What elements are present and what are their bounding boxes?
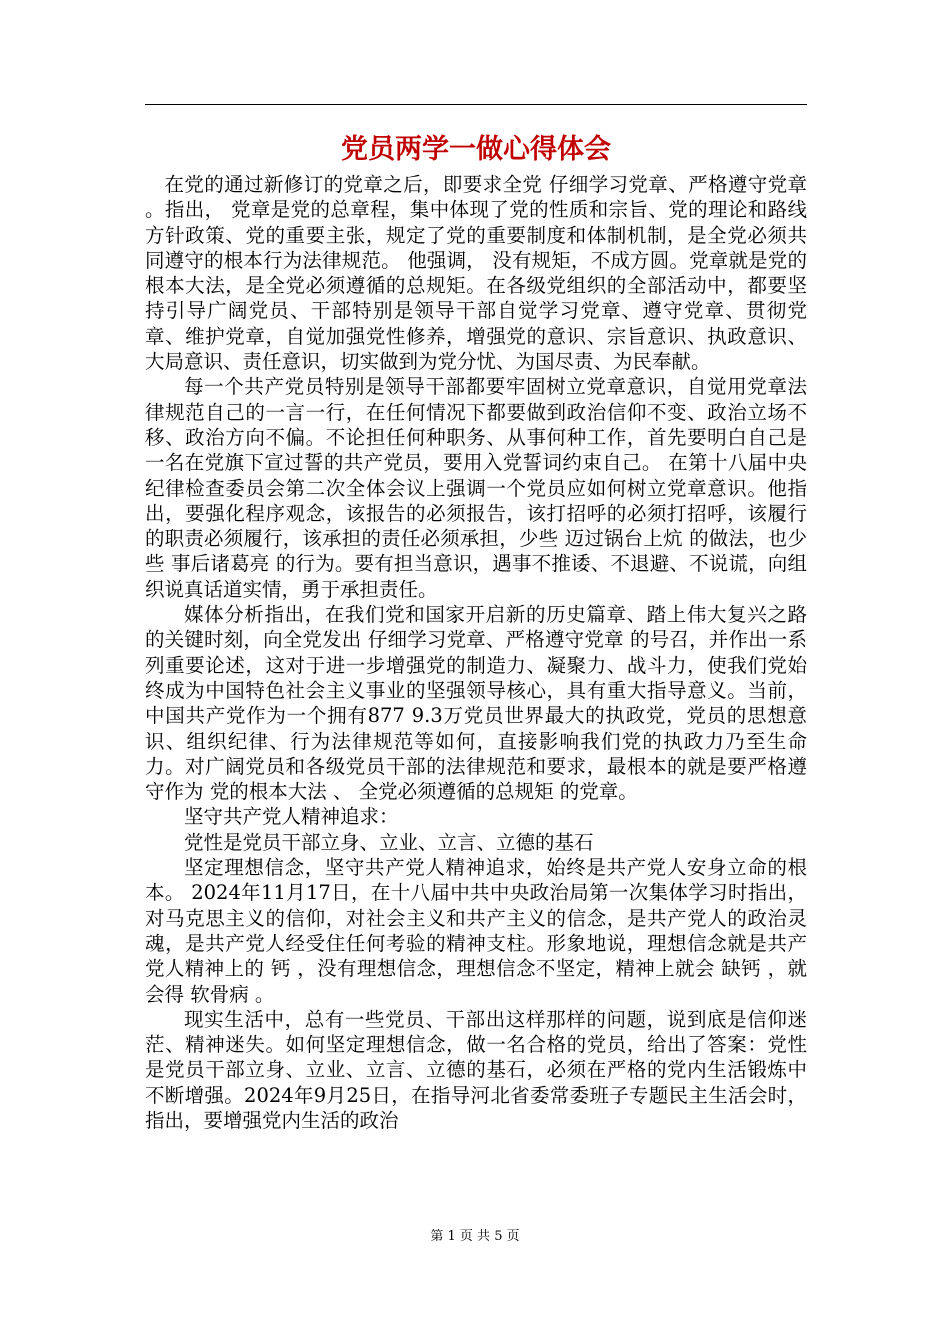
paragraph: 党性是党员干部立身、立业、立言、立德的基石 bbox=[184, 830, 594, 854]
header-rule bbox=[145, 104, 807, 105]
paragraph: 坚定理想信念，坚守共产党人精神追求，始终是共产党人安身立命的根本。 2024年11月17日，在十八届中共中央政治局第一次集体学习时指出，对马克思主义的信仰，对社会主义和共产主义的信念，是共产党人的政治灵魂，是共产党人经受住任何考验的精神支柱。形象地说，理想信念就是共产党人精神上的 钙 ，没有理想信念，理想信念不坚定，精神上就会 缺钙 ，就会得 软骨病 。 bbox=[145, 856, 807, 1006]
paragraph: 媒体分析指出，在我们党和国家开启新的历史篇章、踏上伟大复兴之路的关键时刻，向全党发出 仔细学习党章、严格遵守党章 的号召，并作出一系列重要论述，这对于进一步增强党的制造力、凝聚力、战斗力，使我们党始终成为中国特色社会主义事业的坚强领导核心，具有重大指导意义。当前，中国共产党作为一个拥有877 9.3万党员世界最大的执政党，党员的思想意识、组织纪律、行为法律规范等如何，直接影响我们党的执政力乃至生命力。对广阔党员和各级党员干部的法律规范和要求，最根本的就是要严格遵守作为 党的根本大法 、 全党必须遵循的总规矩 的党章。 bbox=[145, 603, 807, 804]
paragraph: 现实生活中，总有一些党员、干部出这样那样的问题，说到底是信仰迷茫、精神迷失。如何坚定理想信念，做一名合格的党员，给出了答案：党性是党员干部立身、立业、立言、立德的基石，必须在严格的党内生活锻炼中不断增强。2024年9月25日，在指导河北省委常委班子专题民主生活会时，指出，要增强党内生活的政治 bbox=[145, 1007, 807, 1132]
paragraph: 在党的通过新修订的党章之后，即要求全党 仔细学习党章、严格遵守党章 。指出， 党章是党的总章程，集中体现了党的性质和宗旨、党的理论和路线方针政策、党的重要主张，规定了党的重要制度和体制机制，是全党必须共同遵守的根本行为法律规范。 他强调， 没有规矩，不成方圆。党章就是党的根本大法，是全党必须遵循的总规矩。在各级党组织的全部活动中，都要坚持引导广阔党员、干部特别是领导干部自觉学习党章、遵守党章、贯彻党章、维护党章，自觉加强党性修养，增强党的意识、宗旨意识、执政意识、大局意识、责任意识，切实做到为党分忧、为国尽责、为民奉献。 bbox=[145, 173, 807, 374]
document-title: 党员两学一做心得体会 bbox=[341, 134, 611, 165]
page-number: 第 1 页 共 5 页 bbox=[430, 1229, 520, 1244]
document-body bbox=[145, 172, 807, 1133]
paragraph: 每一个共产党员特别是领导干部都要牢固树立党章意识，自觉用党章法律规范自己的一言一行，在任何情况下都要做到政治信仰不变、政治立场不移、政治方向不偏。不论担任何种职务、从事何种工作，首先要明白自己是一名在党旗下宣过誓的共产党员，要用入党誓词约束自己。 在第十八届中央纪律检查委员会第二次全体会议上强调一个党员应如何树立党章意识。他指出，要强化程序观念，该报告的必须报告，该打招呼的必须打招呼，该履行的职责必须履行，该承担的责任必须承担，少些 迈过锅台上炕 的做法，也少些 事后诸葛亮 的行为。要有担当意识，遇事不推诿、不退避、不说谎，向组织说真话道实情，勇于承担责任。 bbox=[145, 375, 807, 601]
paragraph: 坚守共产党人精神追求： bbox=[184, 805, 399, 829]
